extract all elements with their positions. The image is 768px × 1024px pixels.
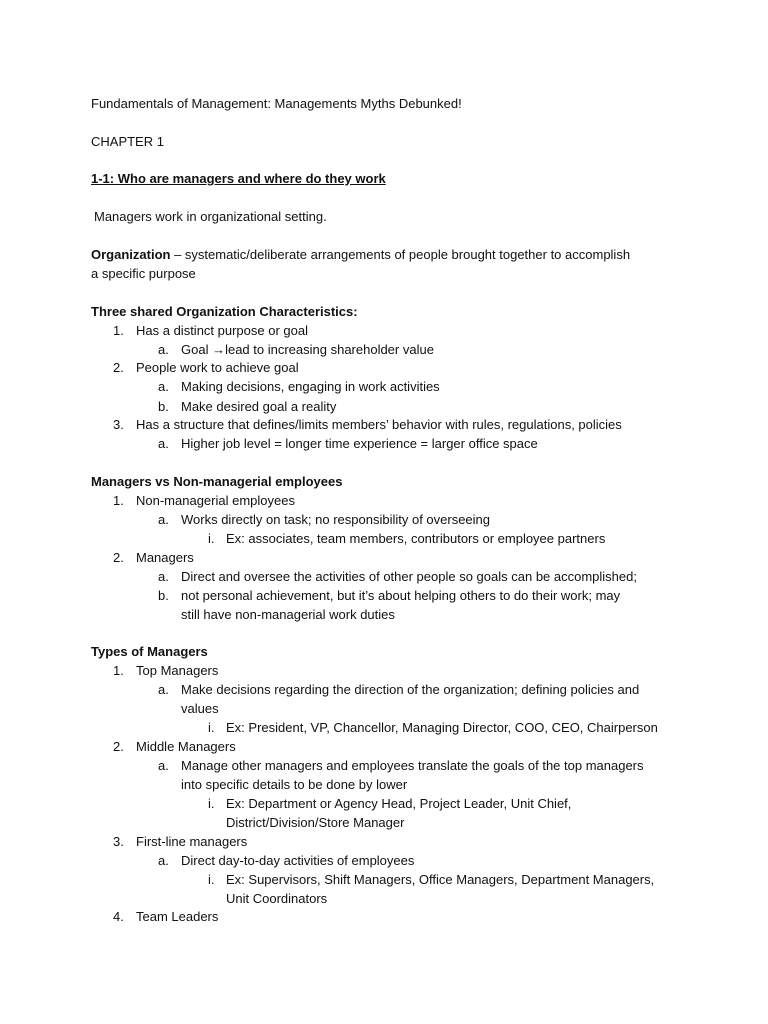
list-item: Middle Managers xyxy=(136,739,236,754)
list-item: Ex: Supervisors, Shift Managers, Office Managers, Department Managers, xyxy=(226,872,655,887)
list-item: Ex: Department or Agency Head, Project Leader, Unit Chief, xyxy=(226,796,572,811)
arrow-icon: → xyxy=(212,342,226,357)
organization-term: Organization xyxy=(91,247,171,262)
list-item: Ex: President, VP, Chancellor, Managing Director, COO, CEO, Chairperson xyxy=(226,720,658,735)
list-marker: b. xyxy=(158,399,169,414)
list-marker: a. xyxy=(158,758,169,773)
list-item: Making decisions, engaging in work activities xyxy=(181,379,440,394)
list-item-continuation: still have non-managerial work duties xyxy=(181,607,395,622)
list-item: Higher job level = longer time experience = larger office space xyxy=(181,436,538,451)
list-marker: b. xyxy=(158,588,169,603)
list-item: Has a distinct purpose or goal xyxy=(136,323,308,338)
list-marker: i. xyxy=(208,872,215,887)
list-item: Non-managerial employees xyxy=(136,493,295,508)
list-marker: i. xyxy=(208,531,215,546)
list-item: Manage other managers and employees translate the goals of the top managers xyxy=(181,758,644,773)
list-marker: a. xyxy=(158,342,169,357)
list-item: not personal achievement, but it’s about helping others to do their work; may xyxy=(181,588,621,603)
document-title: Fundamentals of Management: Managements Myths Debunked! xyxy=(91,96,462,111)
list-item-continuation: Unit Coordinators xyxy=(226,891,328,906)
organization-definition xyxy=(91,245,630,264)
list-marker: a. xyxy=(158,569,169,584)
list-marker: 1. xyxy=(113,493,124,508)
list-marker: a. xyxy=(158,682,169,697)
versus-heading: Managers vs Non-managerial employees xyxy=(91,474,343,489)
list-item-continuation: values xyxy=(181,701,219,716)
list-item: Has a structure that defines/limits members’ behavior with rules, regulations, policies xyxy=(136,417,622,432)
characteristics-heading: Three shared Organization Characteristics: xyxy=(91,304,358,319)
list-marker: 2. xyxy=(113,360,124,375)
list-marker: i. xyxy=(208,720,215,735)
list-item: First-line managers xyxy=(136,834,248,849)
list-marker: 3. xyxy=(113,834,124,849)
list-marker: 1. xyxy=(113,323,124,338)
list-item: Goal →lead to increasing shareholder value xyxy=(181,342,434,357)
list-item: Direct day-to-day activities of employees xyxy=(181,853,415,868)
intro-text: Managers work in organizational setting. xyxy=(94,209,327,224)
list-item: Managers xyxy=(136,550,194,565)
list-marker: a. xyxy=(158,436,169,451)
list-item: Make decisions regarding the direction of the organization; defining policies and xyxy=(181,682,640,697)
list-item: Ex: associates, team members, contributors or employee partners xyxy=(226,531,606,546)
section-heading: 1-1: Who are managers and where do they work xyxy=(91,171,386,186)
list-marker: a. xyxy=(158,379,169,394)
list-marker: 4. xyxy=(113,909,124,924)
list-marker: 2. xyxy=(113,550,124,565)
list-item-continuation: into specific details to be done by lower xyxy=(181,777,408,792)
list-item-continuation: District/Division/Store Manager xyxy=(226,815,405,830)
list-item: Team Leaders xyxy=(136,909,219,924)
list-item: Top Managers xyxy=(136,663,219,678)
list-marker: a. xyxy=(158,853,169,868)
list-item: Direct and oversee the activities of other people so goals can be accomplished; xyxy=(181,569,637,584)
list-marker: 1. xyxy=(113,663,124,678)
organization-definition-line1: – systematic/deliberate arrangements of people brought together to accomplish xyxy=(170,247,631,262)
chapter-label: CHAPTER 1 xyxy=(91,134,164,149)
list-item: People work to achieve goal xyxy=(136,360,299,375)
list-marker: 2. xyxy=(113,739,124,754)
organization-definition-line2: a specific purpose xyxy=(91,266,196,281)
list-marker: 3. xyxy=(113,417,124,432)
list-marker: i. xyxy=(208,796,215,811)
types-heading: Types of Managers xyxy=(91,644,208,659)
list-item: Make desired goal a reality xyxy=(181,399,337,414)
list-marker: a. xyxy=(158,512,169,527)
list-item: Works directly on task; no responsibility of overseeing xyxy=(181,512,491,527)
